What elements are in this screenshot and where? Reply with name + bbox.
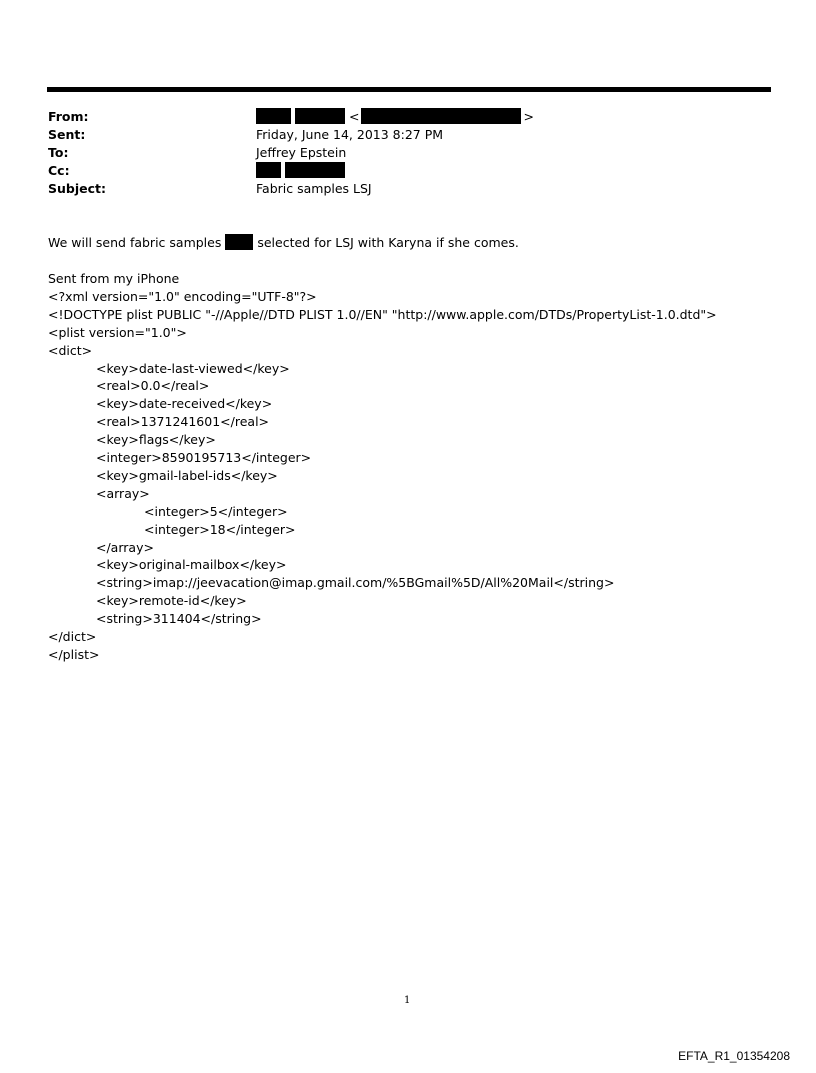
body-line: <string>311404</string>: [96, 611, 262, 627]
body-line: <string>imap://jeevacation@imap.gmail.com/%5BGmail%5D/All%20Mail</string>: [96, 575, 615, 591]
from-email-close-bracket: >: [523, 109, 534, 124]
subject-value: Fabric samples LSJ: [256, 181, 372, 196]
to-value: Jeffrey Epstein: [256, 145, 347, 160]
sent-label: Sent:: [48, 127, 86, 142]
redaction-block: [285, 162, 345, 178]
body-line: <?xml version="1.0" encoding="UTF-8"?>: [48, 288, 317, 304]
sent-value: Friday, June 14, 2013 8:27 PM: [256, 127, 444, 142]
body-line: <key>remote-id</key>: [96, 593, 247, 609]
message-sentence: [48, 234, 519, 252]
body-line: </plist>: [48, 646, 100, 662]
body-line: <real>1371241601</real>: [96, 414, 270, 430]
body-line: <integer>8590195713</integer>: [96, 450, 312, 465]
body-line: <integer>5</integer>: [144, 503, 288, 519]
redaction-block: [225, 234, 253, 250]
redaction-block: [256, 108, 291, 124]
body-line: <key>gmail-label-ids</key>: [96, 467, 278, 483]
body-line: Sent from my iPhone: [48, 271, 180, 286]
cc-label: Cc:: [48, 163, 70, 178]
from-value: [256, 108, 534, 126]
from-email-open-bracket: <: [348, 109, 360, 124]
body-line: </dict>: [48, 629, 97, 644]
bates-number: EFTA_R1_01354208: [678, 1049, 790, 1063]
body-line: <real>0.0</real>: [96, 378, 210, 394]
body-line: <integer>18</integer>: [144, 521, 296, 537]
from-label: From:: [48, 109, 89, 124]
redaction-block: [256, 162, 281, 178]
message-text-start: We will send fabric samples: [48, 235, 222, 250]
body-line: <key>flags</key>: [96, 432, 216, 448]
subject-label: Subject:: [48, 181, 106, 196]
body-line: <key>date-received</key>: [96, 396, 273, 412]
redaction-block: [295, 108, 345, 124]
body-line: <key>date-last-viewed</key>: [96, 360, 290, 376]
message-text-end: selected for LSJ with Karyna if she comes.: [257, 235, 519, 250]
page-number: 1: [404, 995, 411, 1006]
body-line: <array>: [96, 485, 150, 501]
body-line: <dict>: [48, 342, 93, 358]
cc-value: [256, 162, 345, 180]
body-line: <plist version="1.0">: [48, 324, 187, 340]
header-rule: [47, 87, 771, 92]
body-line: </array>: [96, 539, 154, 555]
to-label: To:: [48, 145, 69, 160]
redaction-block: [361, 108, 521, 124]
body-line: <key>original-mailbox</key>: [96, 557, 287, 573]
body-line: <!DOCTYPE plist PUBLIC "-//Apple//DTD PLIST 1.0//EN" "http://www.apple.com/DTDs/PropertyList-1.0.dtd">: [48, 306, 717, 322]
